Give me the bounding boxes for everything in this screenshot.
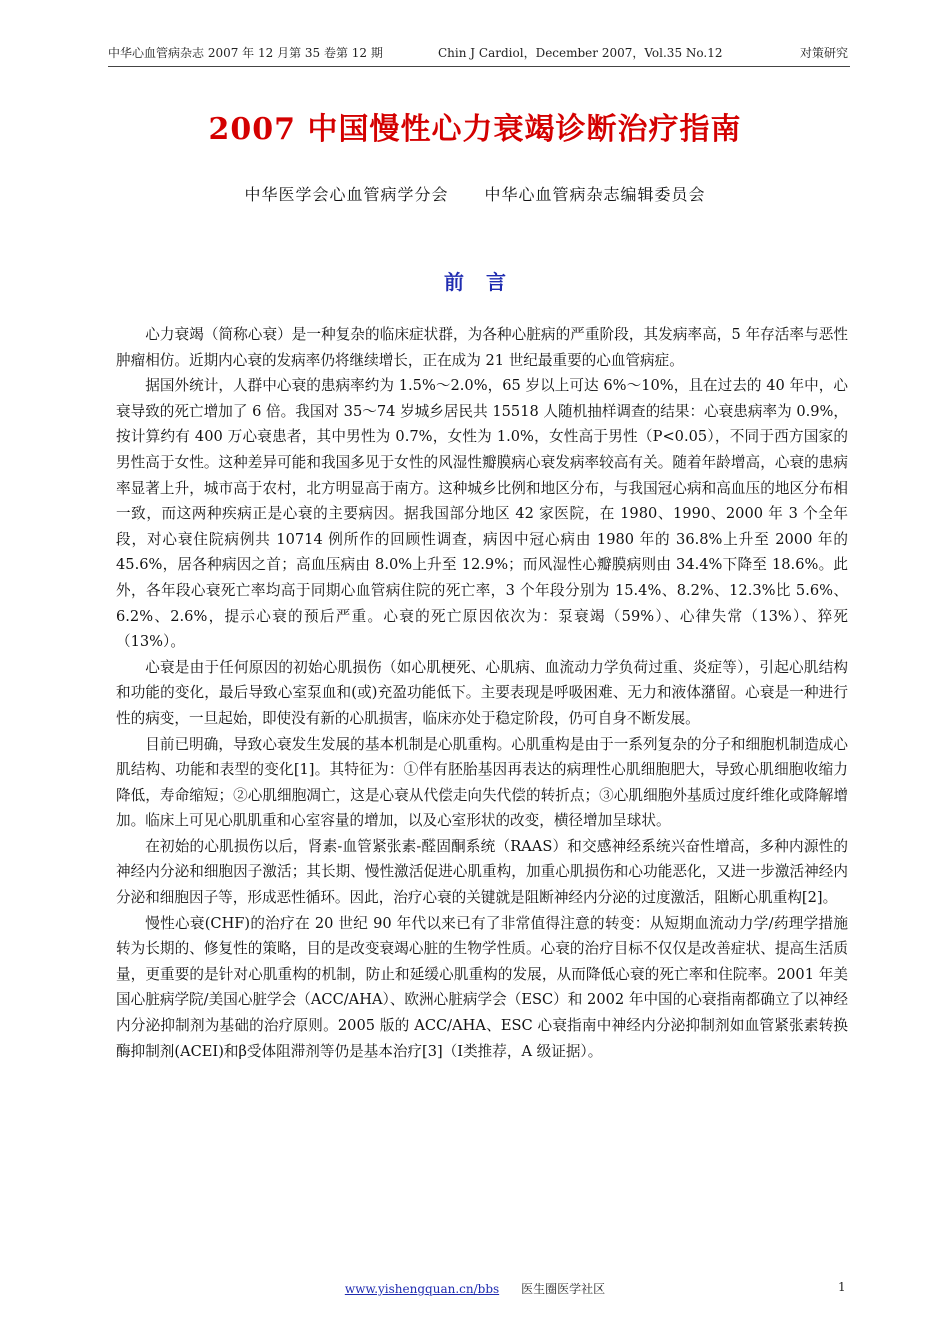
author-editorial-board: 中华心血管病杂志编辑委员会 [484,185,706,204]
author-society: 中华医学会心血管病学分会 [244,185,449,204]
paragraph: 在初始的心肌损伤以后，肾素-血管紧张素-醛固酮系统（RAAS）和交感神经系统兴奋性增高，多种内源性的神经内分泌和细胞因子激活；其长期、慢性激活促进心肌重构，加重心肌损伤和心功能恶化，又进一步激活神经内分泌和细胞因子等，形成恶性循环。因此，治疗心衰的关键就是阻断神经内分泌的过度激活，阻断心肌重构[2]。 [116,837,848,907]
document-title: 2007 中国慢性心力衰竭诊断治疗指南 [208,112,742,147]
journal-citation-cn: 中华心血管病杂志 2007 年 12 月第 35 卷第 12 期 [108,46,383,60]
article-body [116,322,848,1064]
paragraph: 目前已明确，导致心衰发生发展的基本机制是心肌重构。心肌重构是由于一系列复杂的分子和细胞机制造成心肌结构、功能和表型的变化[1]。其特征为：①伴有胚胎基因再表达的病理性心肌细胞肥大，导致心肌细胞收缩力降低，寿命缩短；②心肌细胞凋亡，这是心衰从代偿走向失代偿的转折点；③心肌细胞外基质过度纤维化或降解增加。临床上可见心肌肌重和心室容量的增加，以及心室形状的改变，横径增加呈球状。 [116,735,848,830]
paragraph: 心衰是由于任何原因的初始心肌损伤（如心肌梗死、心肌病、血流动力学负荷过重、炎症等），引起心肌结构和功能的变化，最后导致心室泵血和(或)充盈功能低下。主要表现是呼吸困难、无力和液体潴留。心衰是一种进行性的病变，一旦起始，即使没有新的心肌损害，临床亦处于稳定阶段，仍可自身不断发展。 [116,658,848,727]
section-label: 对策研究 [799,46,848,60]
authors [0,182,950,205]
paragraph: 心力衰竭（简称心衰）是一种复杂的临床症状群，为各种心脏病的严重阶段，其发病率高，5 年存活率与恶性肿瘤相仿。近期内心衰的发病率仍将继续增长，正在成为 21 世纪最重要的心血管病症。 [116,326,848,369]
header-divider [108,66,850,67]
page-footer [0,1280,950,1297]
journal-citation-en: Chin J Cardiol，December 2007，Vol.35 No.12 [438,46,723,60]
running-header [108,44,848,64]
page-number: 1 [838,1280,846,1294]
section-heading-preface: 前言 [444,270,528,294]
footer-site-name: 医生圈医学社区 [521,1282,606,1296]
paragraph: 慢性心衰(CHF)的治疗在 20 世纪 90 年代以来已有了非常值得注意的转变：从短期血流动力学/药理学措施转为长期的、修复性的策略，目的是改变衰竭心脏的生物学性质。心衰的治疗目标不仅仅是改善症状、提高生活质量，更重要的是针对心肌重构的机制，防止和延缓心肌重构的发展，从而降低心衰的死亡率和住院率。2001 年美国心脏病学院/美国心脏学会（ACC/AHA）、欧洲心脏病学会（ESC）和 2002 年中国的心衰指南都确立了以神经内分泌抑制剂为基础的治疗原则。2005 版的 ACC/AHA、ESC 心衰指南中神经内分泌抑制剂如血管紧张素转换酶抑制剂(ACEI)和β受体阻滞剂等仍是基本治疗[3]（Ⅰ类推荐，A 级证据）。 [116,914,848,1060]
paragraph: 据国外统计，人群中心衰的患病率约为 1.5%～2.0%，65 岁以上可达 6%～10%，且在过去的 40 年中，心衰导致的死亡增加了 6 倍。我国对 35～74 岁城乡居民共 15518 人随机抽样调查的结果：心衰患病率为 0.9%，按计算约有 400 万心衰患者，其中男性为 0.7%，女性为 1.0%，女性高于男性（P<0.05），不同于西方国家的男性高于女性。这种差异可能和我国多见于女性的风湿性瓣膜病心衰发病率较高有关。随着年龄增高，心衰的患病率显著上升，城市高于农村，北方明显高于南方。这种城乡比例和地区分布，与我国冠心病和高血压的地区分布相一致，而这两种疾病正是心衰的主要病因。据我国部分地区 42 家医院，在 1980、1990、2000 年 3 个全年段，对心衰住院病例共 10714 例所作的回顾性调查，病因中冠心病由 1980 年的 36.8%上升至 2000 年的 45.6%，居各种病因之首；高血压病由 8.0%上升至 12.9%；而风湿性心瓣膜病则由 34.4%下降至 18.6%。此外，各年段心衰死亡率均高于同期心血管病住院的死亡率，3 个年段分别为 15.4%、8.2%、12.3%比 5.6%、6.2%、2.6%，提示心衰的预后严重。心衰的死亡原因依次为：泵衰竭（59%）、心律失常（13%）、猝死（13%）。 [116,377,848,651]
footer-link[interactable]: www.yishengquan.cn/bbs [344,1282,500,1296]
